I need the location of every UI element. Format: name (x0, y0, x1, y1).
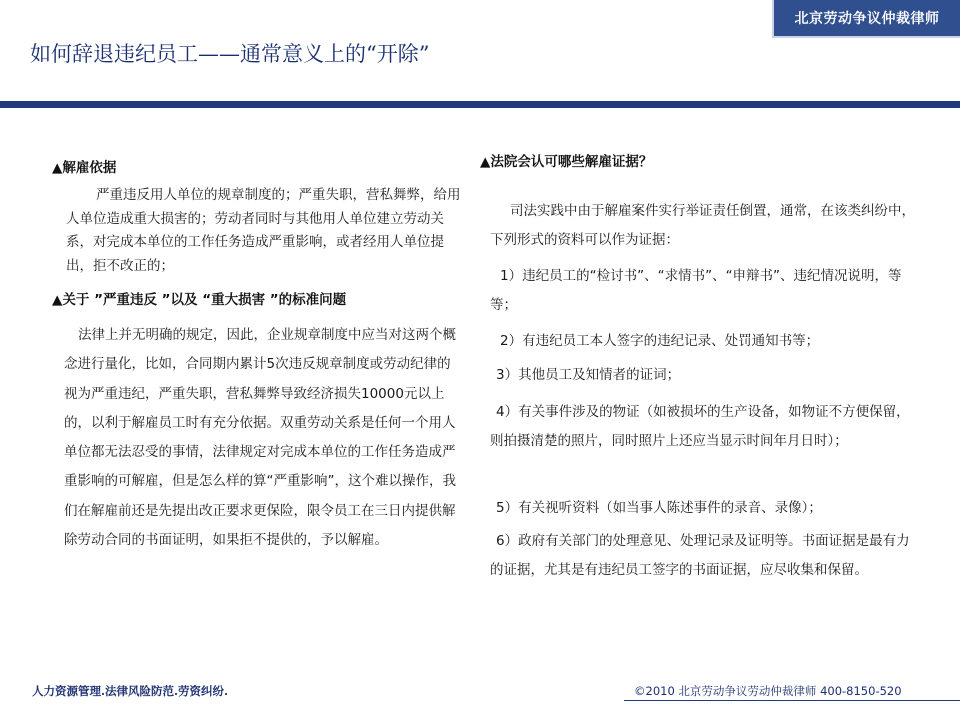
evidence-item-5: 5）有关视听资料（如当事人陈述事件的录音、录像）； (496, 499, 822, 516)
brand-name: 北京劳动争议仲裁律师 (794, 11, 940, 27)
evidence-item-4: 4）有关事件涉及的物证（如被损坏的生产设备，如物证不方便保留，则拍摄清楚的照片，同时照片上还应当显示时间年月日时）； (490, 403, 910, 449)
section-text-dismissal-basis: 严重违反用人单位的规章制度的；严重失职，营私舞弊，给用人单位造成重大损害的；劳动者同时与其他用人单位建立劳动关系，对完成本单位的工作任务造成严重影响，或者经用人单位提出，拒不改正的； (66, 187, 461, 274)
section-text-standard-issue: 法律上并无明确的规定，因此，企业规章制度中应当对这两个概念进行量化，比如，合同期内累计5次违反规章制度或劳动纪律的视为严重违纪，严重失职，营私舞弊导致经济损失10000元以上的，以利于解雇员工时有充分依据。双重劳动关系是任何一个用人单位都无法忍受的事情，法律规定对完成本单位的工作任务造成严重影响的可解雇，但是怎么样的算“严重影响”，这个难以操作，我们在解雇前还是先提出改正要求更保险，限令员工在三日内提供解除劳动合同的书面证明，如果拒不提供的，予以解雇。 (64, 327, 456, 549)
evidence-item-2: 2）有违纪员工本人签字的违纪记录、处罚通知书等； (500, 332, 820, 349)
section-heading-evidence: ▲法院会认可哪些解雇证据？ (480, 154, 653, 170)
evidence-item-1: 1）违纪员工的“检讨书”、“求情书”、“申辩书”、违纪情况说明，等等； (490, 267, 902, 313)
evidence-intro: 司法实践中由于解雇案件实行举证责任倒置，通常，在该类纠纷中，下列形式的资料可以作为证据： (490, 202, 915, 248)
page-title: 如何辞退违纪员工——通常意义上的“开除” (30, 42, 430, 66)
evidence-item-6: 6）政府有关部门的处理意见、处理记录及证明等。书面证据是最有力的证据，尤其是有违纪员工签字的书面证据，应尽收集和保留。 (490, 532, 910, 578)
title-divider (0, 101, 960, 108)
footer-tagline: 人力资源管理.法律风险防范.劳资纠纷. (32, 684, 229, 698)
section-heading-dismissal-basis: ▲解雇依据 (52, 160, 117, 176)
footer-copyright: ©2010 北京劳动争议劳动仲裁律师 400-8150-520 (634, 684, 902, 698)
brand-banner (772, 0, 960, 38)
footer-divider (624, 700, 960, 701)
evidence-item-3: 3）其他员工及知情者的证词； (496, 366, 681, 383)
section-heading-standard-issue: ▲关于 ”严重违反 ”以及 “重大损害 ”的标准问题 (52, 292, 347, 308)
